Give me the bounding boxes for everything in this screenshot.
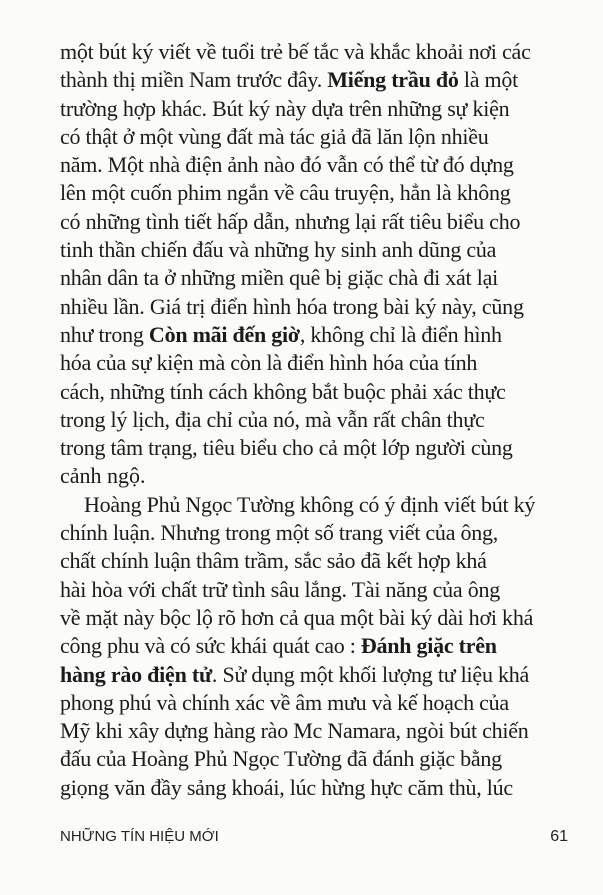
text-segment: chính luận. Nhưng trong một số trang viết của ông, — [60, 520, 499, 546]
text-segment: về mặt này bộc lộ rõ hơn cả qua một bài ký dài hơi khá — [60, 604, 534, 630]
text-segment: đấu của Hoàng Phủ Ngọc Tường đã đánh giặc bằng — [60, 746, 502, 772]
text-line — [60, 208, 580, 236]
text-line — [60, 632, 580, 660]
text-line — [60, 434, 580, 462]
text-segment: hóa của sự kiện mà còn là điển hình hóa của tính — [60, 350, 478, 376]
text-line — [60, 774, 580, 802]
text-line — [60, 179, 580, 207]
text-line — [60, 547, 580, 575]
text-segment: phong phú và chính xác về âm mưu và kế hoạch của — [60, 689, 509, 715]
text-segment: công phu và có sức khái quát cao : — [60, 633, 361, 659]
text-segment: . Sử dụng một khối lượng tư liệu khá — [211, 661, 530, 687]
text-line — [60, 745, 580, 773]
text-line — [60, 717, 580, 745]
text-line — [60, 236, 580, 264]
body-text — [60, 38, 580, 802]
text-line — [60, 491, 580, 519]
text-segment: nhân dân ta ở những miền quê bị giặc chà đi xát lại — [60, 265, 498, 291]
text-segment: trường hợp khác. Bút ký này dựa trên những sự kiện — [60, 95, 510, 121]
text-segment: cách, những tính cách không bắt buộc phải xác thực — [60, 378, 506, 404]
text-line — [60, 38, 580, 66]
text-line — [60, 378, 580, 406]
text-line — [60, 264, 580, 292]
text-segment: một bút ký viết về tuổi trẻ bế tắc và khắc khoải nơi các — [60, 39, 531, 64]
text-segment: thành thị miền Nam trước đây. — [60, 67, 328, 93]
text-line — [60, 293, 580, 321]
text-segment: là một — [458, 67, 519, 93]
text-segment: có những tình tiết hấp dẫn, nhưng lại rất tiêu biểu cho — [60, 208, 521, 234]
text-line — [60, 95, 580, 123]
text-segment: như trong — [60, 321, 149, 347]
bold-title-text: Còn mãi đến giờ — [148, 321, 300, 347]
bold-title-text: Đánh giặc trên — [360, 633, 497, 659]
page-footer — [60, 828, 568, 846]
text-segment: , không chỉ là điển hình — [299, 321, 502, 347]
text-line — [60, 406, 580, 434]
text-segment: Hoàng Phủ Ngọc Tường không có ý định viết bút ký — [84, 491, 536, 517]
text-segment: cảnh ngộ. — [60, 463, 146, 489]
text-line — [60, 519, 580, 547]
page-number: 61 — [550, 828, 568, 845]
text-line — [60, 321, 580, 349]
text-line — [60, 462, 580, 490]
text-line — [60, 661, 580, 689]
text-segment: năm. Một nhà điện ảnh nào đó vẫn có thể từ đó dựng — [60, 152, 514, 178]
text-line — [60, 123, 580, 151]
text-line — [60, 349, 580, 377]
text-line — [60, 576, 580, 604]
bold-title-text: hàng rào điện tử — [60, 661, 212, 687]
text-segment: giọng văn đầy sảng khoái, lúc hừng hực căm thù, lúc — [60, 774, 513, 800]
text-line — [60, 604, 580, 632]
text-segment: trong tâm trạng, tiêu biểu cho cả một lớp người cùng — [60, 435, 513, 461]
text-line — [60, 689, 580, 717]
text-segment: hài hòa với chất trữ tình sâu lắng. Tài năng của ông — [60, 576, 501, 602]
text-segment: tinh thần chiến đấu và những hy sinh anh dũng của — [60, 237, 497, 263]
text-segment: Mỹ khi xây dựng hàng rào Mc Namara, ngòi bút chiến — [60, 718, 529, 744]
text-segment: trong lý lịch, địa chỉ của nó, mà vẫn rất chân thực — [60, 406, 485, 432]
text-line — [60, 151, 580, 179]
running-title: NHỮNG TÍN HIỆU MỚI — [60, 828, 219, 845]
text-line — [60, 66, 580, 94]
text-segment: nhiều lần. Giá trị điển hình hóa trong bài ký này, cũng — [60, 293, 524, 319]
bold-title-text: Miếng trầu đỏ — [327, 67, 459, 93]
text-segment: có thật ở một vùng đất mà tác giả đã lăn lộn nhiều — [60, 123, 489, 149]
text-segment: lên một cuốn phim ngắn về câu truyện, hẳn là không — [60, 180, 511, 206]
text-segment: chất chính luận thâm trầm, sắc sảo đã kết hợp khá — [60, 548, 487, 574]
